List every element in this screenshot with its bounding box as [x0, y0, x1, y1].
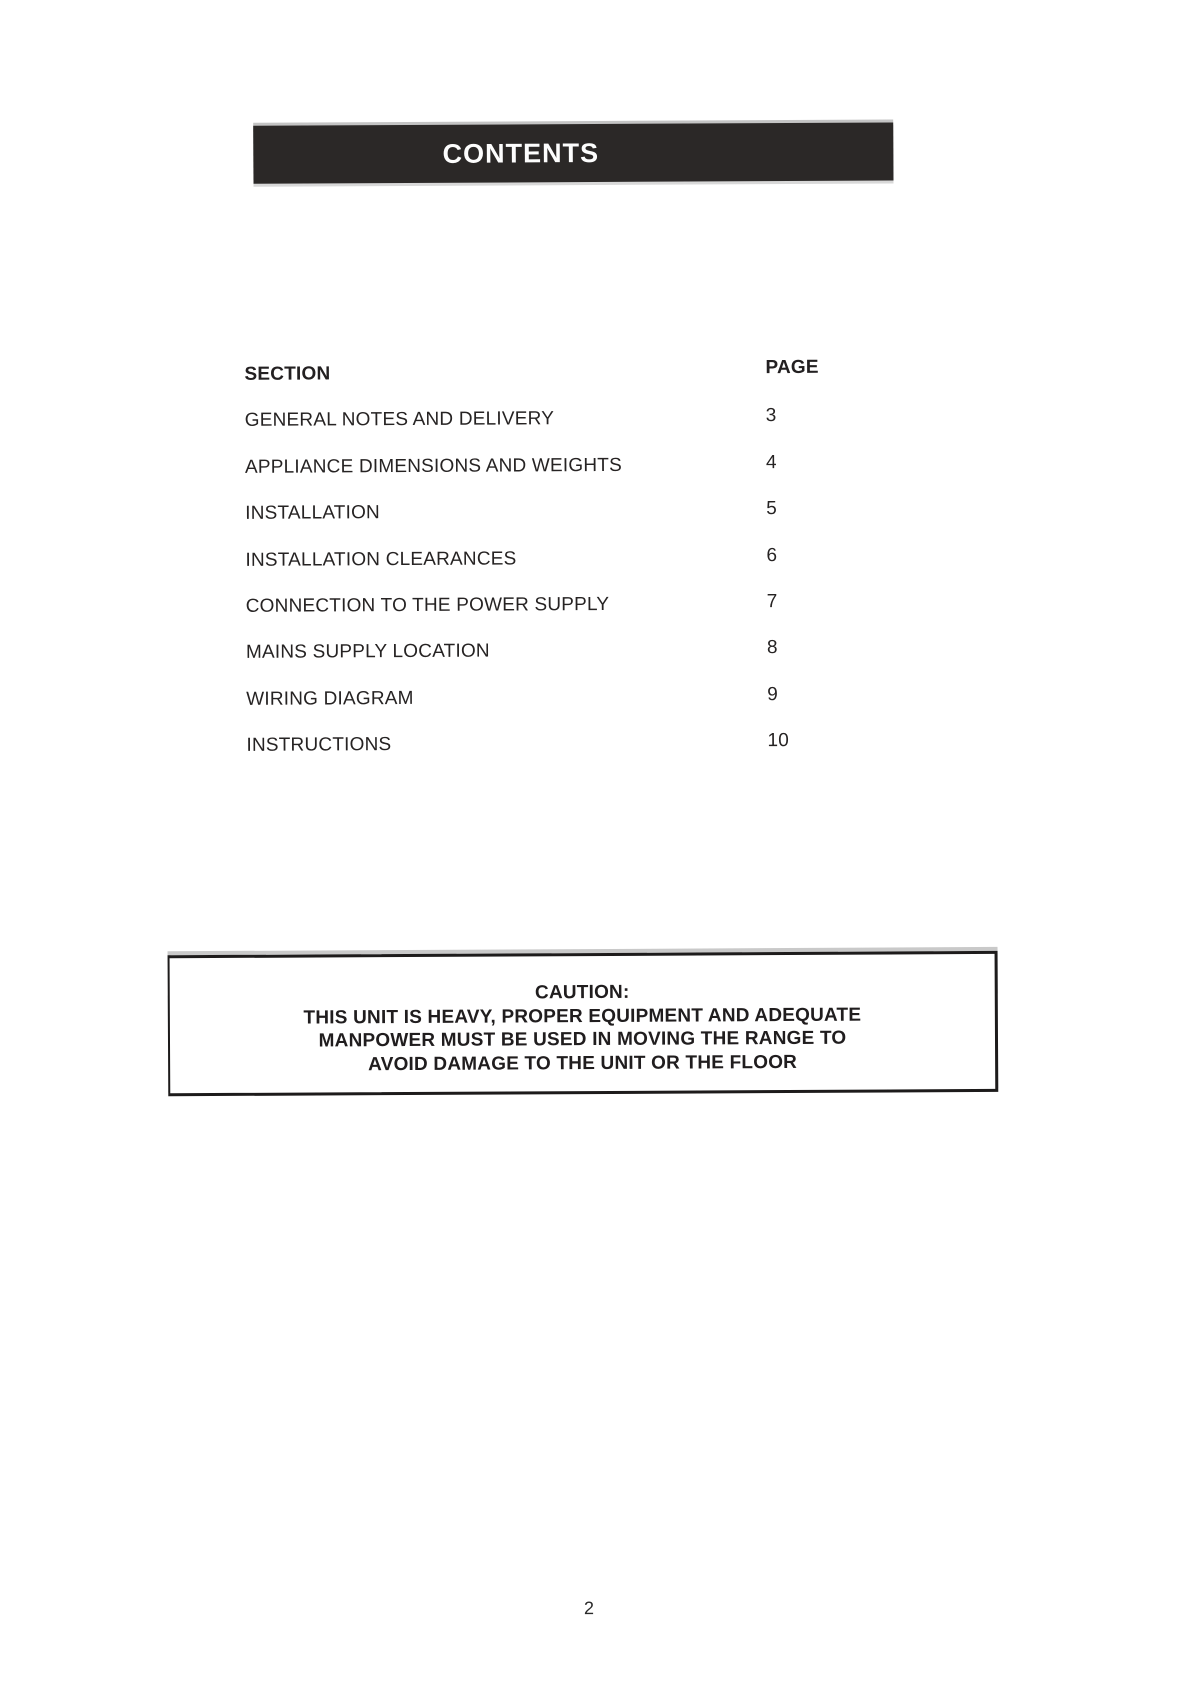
footer-page-number: 2 [583, 1598, 595, 1619]
toc-row-page: 4 [765, 451, 777, 473]
toc-row [246, 639, 846, 689]
toc-row [246, 685, 846, 735]
toc-row-label: INSTALLATION [245, 502, 381, 525]
toc-row [246, 593, 846, 643]
toc-row-page: 7 [766, 591, 778, 613]
caution-line: AVOID DAMAGE TO THE UNIT OR THE FLOOR [368, 1051, 798, 1075]
toc-row-page: 10 [767, 730, 790, 752]
toc-row-page: 6 [766, 544, 778, 566]
page-title: CONTENTS [442, 137, 600, 169]
toc-row-label: WIRING DIAGRAM [246, 687, 414, 710]
toc-section-header: SECTION [244, 363, 331, 385]
toc-header-row [244, 356, 844, 411]
toc-row-label: APPLIANCE DIMENSIONS AND WEIGHTS [244, 454, 623, 478]
toc-row [245, 453, 845, 503]
toc-row-label: GENERAL NOTES AND DELIVERY [244, 408, 555, 432]
toc-row-label: CONNECTION TO THE POWER SUPPLY [245, 593, 610, 617]
caution-line: MANPOWER MUST BE USED IN MOVING THE RANGE TO [318, 1027, 847, 1052]
toc-row-label: INSTRUCTIONS [246, 734, 392, 756]
toc-row [245, 546, 845, 596]
caution-line: THIS UNIT IS HEAVY, PROPER EQUIPMENT AND ADEQUATE [303, 1004, 862, 1029]
toc-row [246, 732, 846, 782]
toc-row [245, 407, 845, 457]
caution-title: CAUTION: [534, 981, 630, 1004]
toc-row-page: 8 [766, 637, 778, 659]
toc-row-page: 9 [767, 683, 779, 705]
toc-page-header: PAGE [765, 356, 819, 379]
toc-row-page: 5 [766, 498, 778, 520]
toc-row-label: MAINS SUPPLY LOCATION [245, 640, 490, 664]
toc-row-page: 3 [765, 405, 777, 427]
table-of-contents [244, 356, 846, 782]
caution-box [168, 951, 999, 1096]
toc-row [245, 500, 845, 550]
toc-row-label: INSTALLATION CLEARANCES [245, 547, 517, 571]
contents-header-bar [253, 122, 893, 183]
